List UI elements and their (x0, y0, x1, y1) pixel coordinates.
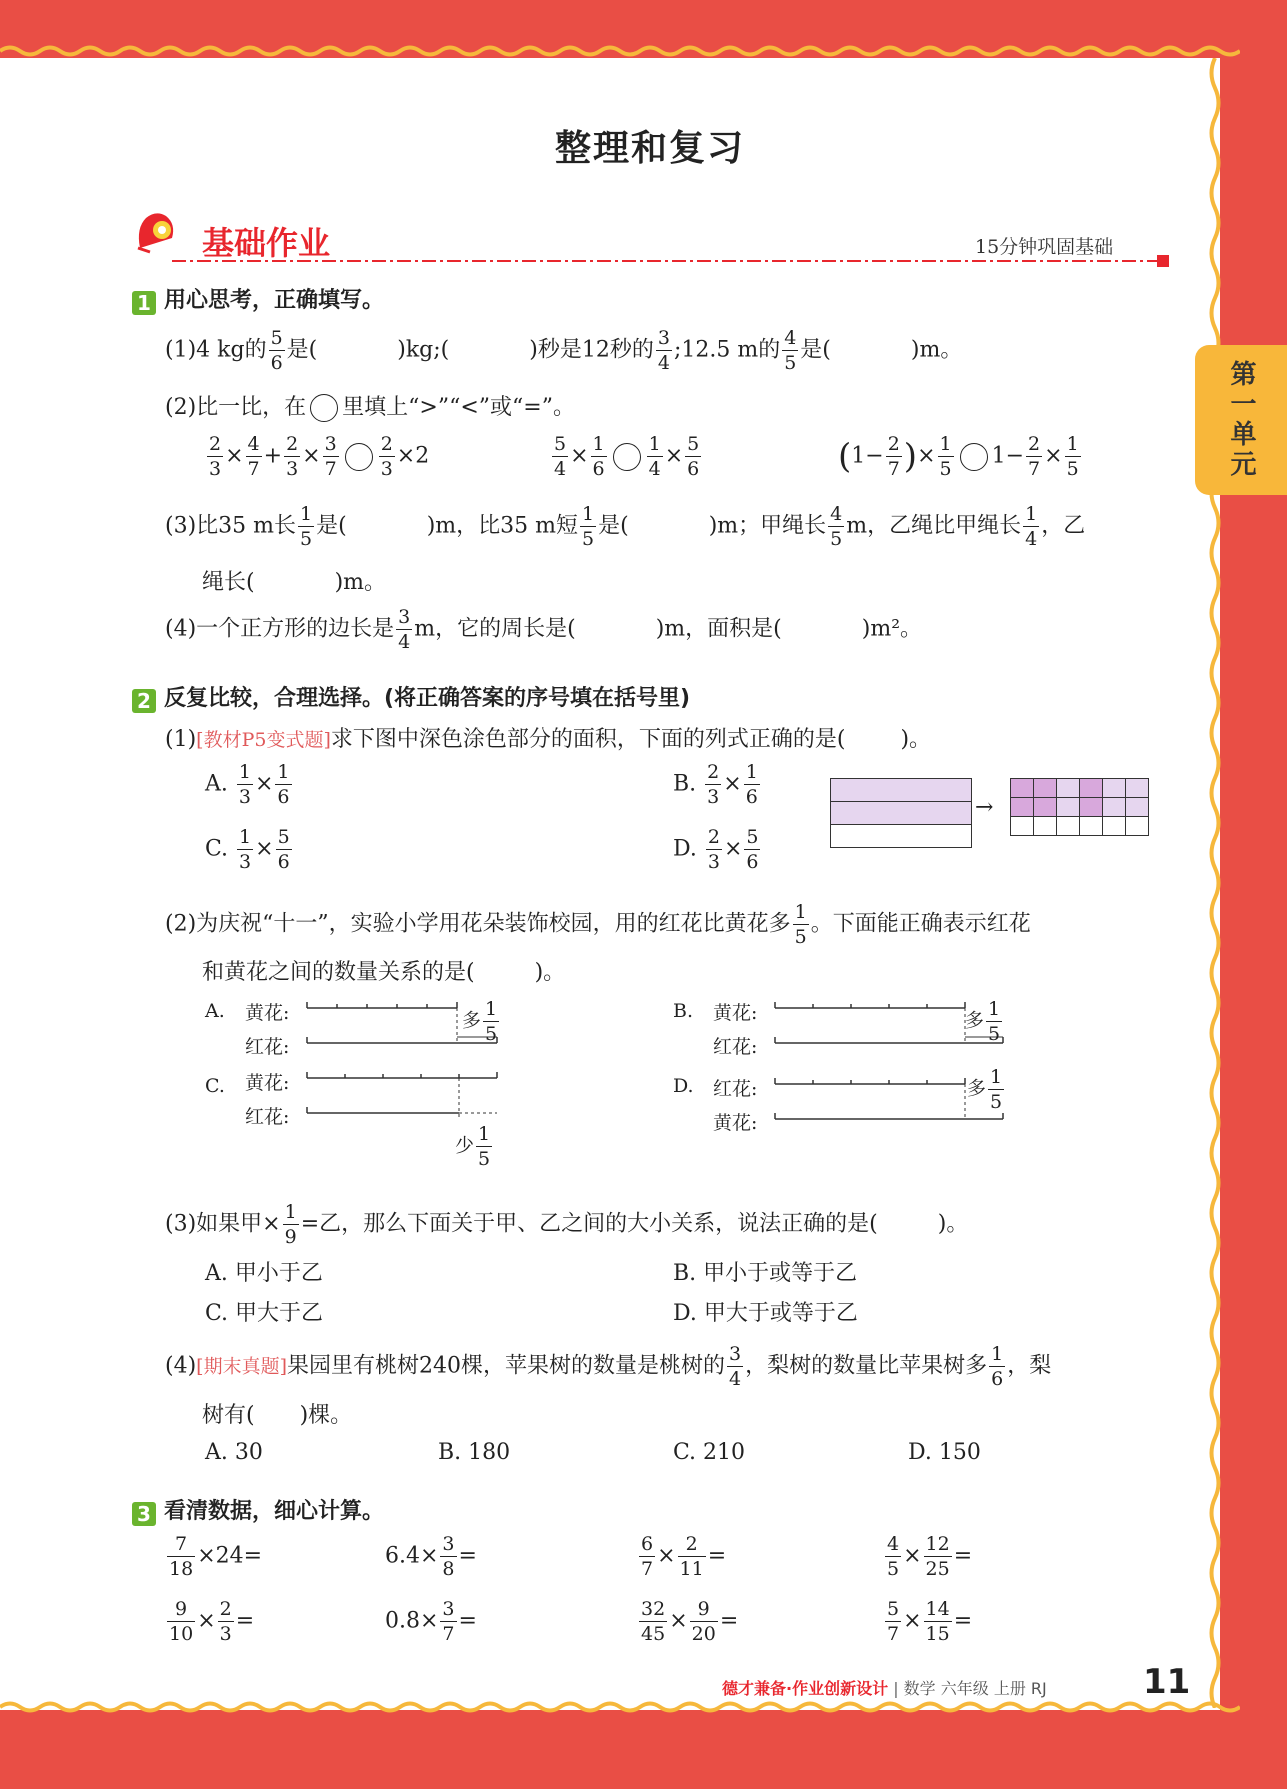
calc-2[interactable]: 6.4× $\frac{3}{8}$ = (385, 1533, 477, 1580)
q3-heading-text: 看清数据，细心计算。 (164, 1499, 385, 1524)
label-more: 多 $\frac{1}{5}$ (965, 998, 1001, 1045)
option-c[interactable]: C. 210 (673, 1440, 746, 1465)
label-yellow: 黄花: (713, 1112, 758, 1134)
q2-s2-cont: 和黄花之间的数量关系的是( )。 (202, 960, 566, 985)
label-yellow: 黄花: (245, 1002, 290, 1024)
unit-side-tab[interactable]: 第一单元 (1195, 345, 1287, 495)
calc-6[interactable]: 0.8× $\frac{3}{7}$ = (385, 1598, 477, 1645)
calc-7[interactable]: $\frac{32}{45}$ × $\frac{9}{20}$ = (641, 1598, 739, 1645)
compare-expr-3: (1− $\frac{2}{7}$ )× $\frac{1}{5}$ 1− $\frac{2}{7}$ × $\frac{1}{5}$ (838, 433, 1079, 480)
q1-number: 1 (132, 291, 156, 315)
label-less: 少 $\frac{1}{5}$ (455, 1123, 491, 1170)
option-b[interactable]: B. 180 (438, 1440, 511, 1465)
option-c[interactable]: C. $\frac{1}{3}$ × $\frac{5}{6}$ (205, 826, 290, 873)
q2-s4: (4)[期末真题]果园里有桃树240棵，苹果树的数量是桃树的 $\frac{3}{4}$ ，梨树的数量比苹果树多 $\frac{1}{6}$ ，梨 (165, 1343, 1052, 1390)
segment-diagram-c (305, 1066, 505, 1121)
section-subtitle: 15分钟巩固基础 (975, 236, 1114, 258)
q1-part4: (4)一个正方形的边长是 $\frac{3}{4}$ m，它的周长是( )m，面积是( )m²。 (165, 606, 923, 653)
q1-part3-cont: 绳长( )m。 (202, 570, 387, 595)
q2-s2: (2)为庆祝“十一”，实验小学用花朵装饰校园，用的红花比黄花多 $\frac{1}{5}$ 。下面能正确表示红花 (165, 901, 1031, 948)
option-d[interactable]: D. (673, 1075, 694, 1097)
q2-heading-text: 反复比较，合理选择。(将正确答案的序号填在括号里) (164, 686, 691, 711)
option-d[interactable]: D. 甲大于或等于乙 (673, 1301, 858, 1326)
option-a[interactable]: A. 甲小于乙 (205, 1261, 323, 1286)
label-more: 多 $\frac{1}{5}$ (967, 1066, 1003, 1113)
label-yellow: 黄花: (713, 1002, 758, 1024)
arrow-icon: → (975, 795, 994, 820)
page-title: 整理和复习 (554, 128, 745, 169)
q2-number: 2 (132, 689, 156, 713)
compare-circle[interactable] (345, 443, 373, 471)
source-tag: [期末真题] (196, 1355, 287, 1378)
calc-3[interactable]: $\frac{6}{7}$ × $\frac{2}{11}$ = (641, 1533, 727, 1580)
footer-book: 数学 六年级 上册 RJ (903, 1679, 1047, 1698)
label-red: 红花: (245, 1036, 290, 1058)
footer-brand: 德才兼备·作业创新设计 (722, 1679, 889, 1698)
q1-heading (132, 283, 384, 315)
section-label: 基础作业 (202, 224, 331, 262)
calc-5[interactable]: $\frac{9}{10}$ × $\frac{2}{3}$ = (169, 1598, 255, 1645)
label-more: 多 $\frac{1}{5}$ (462, 998, 498, 1045)
right-wavy-border (1208, 58, 1222, 1708)
calc-1[interactable]: $\frac{7}{18}$ ×24= (169, 1533, 263, 1580)
q3-number: 3 (132, 1502, 156, 1526)
option-c[interactable]: C. (205, 1075, 225, 1097)
option-a[interactable]: A. $\frac{1}{3}$ × $\frac{1}{6}$ (205, 761, 290, 808)
bottom-wavy-border (0, 1700, 1240, 1714)
option-c[interactable]: C. 甲大于乙 (205, 1301, 324, 1326)
option-a[interactable]: A. 30 (205, 1440, 263, 1465)
q1-part1: (1)4 kg的 $\frac{5}{6}$ 是( )kg;( )秒是12秒的 $\frac{3}{4}$ ;12.5 m的 $\frac{4}{5}$ 是( )m。 (165, 327, 963, 374)
label-yellow: 黄花: (245, 1072, 290, 1094)
q2-s4-cont: 树有( )棵。 (202, 1403, 353, 1428)
q2-heading (132, 681, 690, 713)
q2-s1: (1)[教材P5变式题]求下图中深色涂色部分的面积，下面的列式正确的是( )。 (165, 727, 932, 752)
compare-circle[interactable] (310, 394, 338, 422)
calc-4[interactable]: $\frac{4}{5}$ × $\frac{12}{25}$ = (887, 1533, 973, 1580)
grid-diagram (1010, 778, 1149, 836)
label-red: 红花: (245, 1106, 290, 1128)
compare-expr-1: $\frac{2}{3}$ × $\frac{4}{7}$ + $\frac{2}{3}$ × $\frac{3}{7}$ $\frac{2}{3}$ ×2 (209, 433, 430, 480)
strip-diagram (830, 778, 972, 848)
option-b[interactable]: B. $\frac{2}{3}$ × $\frac{1}{6}$ (673, 761, 758, 808)
bell-icon (132, 208, 182, 254)
q1-part3: (3)比35 m长 $\frac{1}{5}$ 是( )m，比35 m短 $\frac{1}{5}$ 是( )m；甲绳长 $\frac{4}{5}$ m，乙绳比甲绳长 $\frac{1}{4}$ ，乙 (165, 503, 1086, 550)
compare-circle[interactable] (613, 443, 641, 471)
q2-s3: (3)如果甲× $\frac{1}{9}$ =乙，那么下面关于甲、乙之间的大小关系，说法正确的是( )。 (165, 1201, 969, 1248)
top-wavy-border (0, 44, 1240, 58)
option-a[interactable]: A. (205, 1000, 225, 1022)
source-tag: [教材P5变式题] (196, 729, 331, 751)
q1-heading-text: 用心思考，正确填写。 (164, 288, 385, 313)
label-red: 红花: (713, 1036, 758, 1058)
option-d[interactable]: D. $\frac{2}{3}$ × $\frac{5}{6}$ (673, 826, 759, 873)
calc-8[interactable]: $\frac{5}{7}$ × $\frac{14}{15}$ = (887, 1598, 973, 1645)
page-number: 11 (1143, 1662, 1191, 1702)
option-b[interactable]: B. 甲小于或等于乙 (673, 1261, 858, 1286)
q1-part2: (2)比一比，在 里填上“>”“<”或“=”。 (165, 395, 575, 420)
option-d[interactable]: D. 150 (908, 1440, 981, 1465)
compare-expr-2: $\frac{5}{4}$ × $\frac{1}{6}$ $\frac{1}{4}$ × $\frac{5}{6}$ (554, 433, 700, 480)
compare-circle[interactable] (960, 443, 988, 471)
footer-info: 德才兼备·作业创新设计 | 数学 六年级 上册 RJ (722, 1679, 1047, 1698)
q3-heading (132, 1494, 384, 1526)
label-red: 红花: (713, 1078, 758, 1100)
section-divider (132, 254, 1172, 268)
option-b[interactable]: B. (673, 1000, 694, 1022)
